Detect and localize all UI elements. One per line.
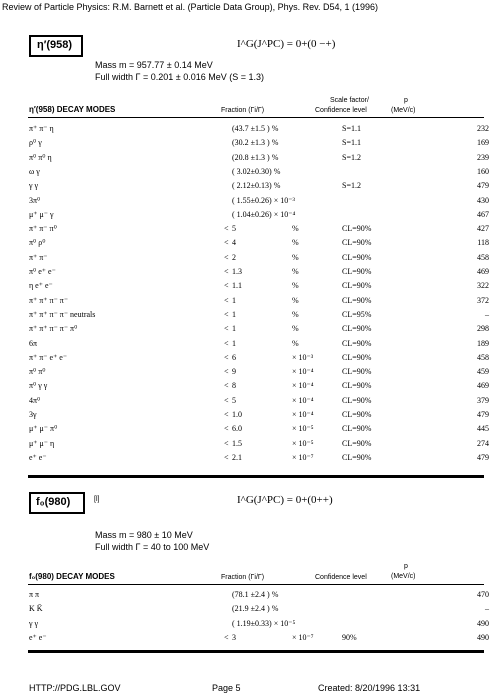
section-divider xyxy=(28,650,484,653)
fraction-unit: % xyxy=(292,309,299,319)
decay-row xyxy=(29,604,489,615)
decay-row xyxy=(29,210,489,221)
decay-mode: π⁺ π⁻ xyxy=(29,252,48,262)
limit-sign: < xyxy=(224,224,229,234)
particle-name: η′(958) xyxy=(37,39,73,51)
decay-mode: e⁺ e⁻ xyxy=(29,452,47,462)
limit-sign: < xyxy=(224,367,229,377)
fraction-unit: × 10⁻⁴ xyxy=(292,395,314,405)
decay-mode: π π xyxy=(29,590,40,599)
fraction-unit: % xyxy=(292,338,299,348)
momentum-header: p xyxy=(404,563,408,570)
decay-mode: 4π⁰ xyxy=(29,395,41,405)
limit-sign: < xyxy=(224,452,229,462)
decay-mode: π⁺ π⁻ π⁰ xyxy=(29,224,57,234)
momentum-value: 459 xyxy=(477,367,489,377)
quantum-numbers: I^G(J^PC) = 0+(0 −+) xyxy=(237,38,336,50)
decay-mode: 3γ xyxy=(29,410,37,419)
confidence-level: CL=90% xyxy=(342,452,372,462)
momentum-value: 322 xyxy=(477,281,489,291)
width-line: Full width Γ = 40 to 100 MeV xyxy=(95,542,210,552)
fraction-header: Fraction (Γi/Γ) xyxy=(221,107,265,114)
confidence-header: Confidence level xyxy=(315,107,367,114)
footer-page: Page 5 xyxy=(212,683,241,693)
confidence-level: CL=90% xyxy=(342,352,372,362)
momentum-value: 467 xyxy=(477,209,489,219)
decay-row xyxy=(29,590,489,601)
decay-row xyxy=(29,267,489,278)
decay-row xyxy=(29,138,489,149)
decay-mode: γ γ xyxy=(29,618,39,628)
decay-row xyxy=(29,633,489,644)
fraction-unit: × 10⁻⁴ xyxy=(292,410,314,419)
momentum-value: 232 xyxy=(477,124,489,133)
fraction-value: (30.2 ±1.3 ) % xyxy=(232,138,279,148)
decay-row xyxy=(29,619,489,630)
decay-row xyxy=(29,224,489,235)
decay-row xyxy=(29,310,489,321)
confidence-level: S=1.1 xyxy=(342,138,361,148)
decay-row xyxy=(29,424,489,435)
decay-mode: μ⁺ μ⁻ γ xyxy=(29,209,54,219)
momentum-value: 490 xyxy=(477,632,489,642)
fraction-value: 1.5 xyxy=(232,438,242,448)
momentum-value: 274 xyxy=(477,438,489,448)
fraction-value: (78.1 ±2.4 ) % xyxy=(232,590,279,599)
decay-mode: 3π⁰ xyxy=(29,195,41,205)
momentum-unit-header: (MeV/c) xyxy=(391,107,416,114)
decay-mode: π⁺ π⁺ π⁻ π⁻ xyxy=(29,295,69,305)
momentum-value: 445 xyxy=(477,424,489,434)
section-divider xyxy=(28,475,484,478)
header-rule xyxy=(28,584,484,585)
fraction-unit: % xyxy=(292,252,299,262)
momentum-value: 372 xyxy=(477,295,489,305)
fraction-unit: % xyxy=(292,295,299,305)
momentum-value: – xyxy=(485,604,489,614)
confidence-level: CL=90% xyxy=(342,224,372,234)
limit-sign: < xyxy=(224,338,229,348)
momentum-value: 239 xyxy=(477,152,489,162)
fraction-value: ( 1.04±0.26) × 10⁻⁴ xyxy=(232,209,296,219)
decay-modes-header: f₀(980) DECAY MODES xyxy=(29,572,115,581)
limit-sign: < xyxy=(224,238,229,248)
limit-sign: < xyxy=(224,281,229,291)
fraction-value: 1 xyxy=(232,324,236,334)
decay-row xyxy=(29,353,489,364)
limit-sign: < xyxy=(224,352,229,362)
confidence-level: CL=90% xyxy=(342,395,372,405)
fraction-value: 1.1 xyxy=(232,281,242,291)
quantum-numbers: I^G(J^PC) = 0+(0++) xyxy=(237,494,333,506)
limit-sign: < xyxy=(224,424,229,434)
fraction-value: 1.0 xyxy=(232,410,242,419)
limit-sign: < xyxy=(224,395,229,405)
fraction-value: 1.3 xyxy=(232,267,242,276)
confidence-level: CL=90% xyxy=(342,338,372,348)
limit-sign: < xyxy=(224,410,229,419)
fraction-value: ( 2.12±0.13) % xyxy=(232,181,281,191)
decay-table-eta-prime xyxy=(29,124,489,474)
fraction-value: ( 3.02±0.30) % xyxy=(232,166,281,176)
fraction-value: 6 xyxy=(232,352,236,362)
momentum-value: 118 xyxy=(477,238,489,248)
fraction-unit: × 10⁻⁵ xyxy=(292,424,314,434)
confidence-level: CL=90% xyxy=(342,281,372,291)
fraction-value: 8 xyxy=(232,381,236,391)
fraction-value: (43.7 ±1.5 ) % xyxy=(232,124,279,133)
limit-sign: < xyxy=(224,309,229,319)
decay-row xyxy=(29,296,489,307)
decay-mode: π⁺ π⁻ η xyxy=(29,124,54,133)
confidence-level: CL=90% xyxy=(342,267,372,276)
fraction-unit: % xyxy=(292,324,299,334)
fraction-value: 5 xyxy=(232,224,236,234)
decay-mode: η e⁺ e⁻ xyxy=(29,281,53,291)
momentum-header: p xyxy=(404,97,408,104)
decay-row xyxy=(29,281,489,292)
decay-row xyxy=(29,196,489,207)
decay-mode: π⁰ π⁰ xyxy=(29,367,46,377)
decay-mode: K K̄ xyxy=(29,604,43,614)
fraction-value: 2.1 xyxy=(232,452,242,462)
confidence-level: CL=90% xyxy=(342,424,372,434)
decay-modes-header: η′(958) DECAY MODES xyxy=(29,105,116,114)
confidence-level: CL=90% xyxy=(342,295,372,305)
decay-table-f0 xyxy=(29,590,489,650)
decay-row xyxy=(29,453,489,464)
fraction-value: (21.9 ±2.4 ) % xyxy=(232,604,279,614)
momentum-value: 479 xyxy=(477,410,489,419)
decay-row xyxy=(29,253,489,264)
particle-title-box xyxy=(29,492,85,514)
confidence-level: CL=90% xyxy=(342,252,372,262)
decay-row xyxy=(29,167,489,178)
confidence-level: CL=90% xyxy=(342,381,372,391)
confidence-level: CL=90% xyxy=(342,367,372,377)
fraction-value: (20.8 ±1.3 ) % xyxy=(232,152,279,162)
fraction-unit: % xyxy=(292,267,299,276)
mass-line: Mass m = 957.77 ± 0.14 MeV xyxy=(95,60,213,70)
decay-mode: e⁺ e⁻ xyxy=(29,632,47,642)
footer-url: HTTP://PDG.LBL.GOV xyxy=(29,683,121,693)
decay-row xyxy=(29,367,489,378)
momentum-value: – xyxy=(485,309,489,319)
width-line: Full width Γ = 0.201 ± 0.016 MeV (S = 1.3) xyxy=(95,72,264,82)
fraction-value: 2 xyxy=(232,252,236,262)
momentum-unit-header: (MeV/c) xyxy=(391,573,416,580)
decay-mode: 6π xyxy=(29,338,38,348)
scale-factor-header: Scale factor/ xyxy=(330,97,369,104)
fraction-value: ( 1.19±0.33) × 10⁻⁵ xyxy=(232,618,296,628)
confidence-level: CL=90% xyxy=(342,238,372,248)
limit-sign: < xyxy=(224,632,229,642)
limit-sign: < xyxy=(224,295,229,305)
fraction-value: 4 xyxy=(232,238,236,248)
confidence-level: CL=90% xyxy=(342,410,372,419)
decay-mode: μ⁺ μ⁻ η xyxy=(29,438,55,448)
fraction-unit: × 10⁻⁴ xyxy=(292,381,314,391)
decay-row xyxy=(29,381,489,392)
fraction-unit: × 10⁻⁴ xyxy=(292,367,314,377)
limit-sign: < xyxy=(224,381,229,391)
fraction-value: 5 xyxy=(232,395,236,405)
decay-mode: π⁰ ρ⁰ xyxy=(29,238,46,248)
momentum-value: 160 xyxy=(477,166,489,176)
momentum-value: 479 xyxy=(477,452,489,462)
footnote-marker: [l] xyxy=(94,496,100,503)
momentum-value: 479 xyxy=(477,181,489,191)
decay-mode: π⁺ π⁺ π⁻ π⁻ neutrals xyxy=(29,309,96,319)
decay-row xyxy=(29,124,489,135)
fraction-unit: × 10⁻⁵ xyxy=(292,438,314,448)
decay-row xyxy=(29,153,489,164)
momentum-value: 458 xyxy=(477,352,489,362)
fraction-unit: × 10⁻⁷ xyxy=(292,452,314,462)
confidence-level: S=1.2 xyxy=(342,152,361,162)
decay-row xyxy=(29,238,489,249)
decay-row xyxy=(29,439,489,450)
decay-mode: π⁰ e⁺ e⁻ xyxy=(29,267,56,276)
momentum-value: 379 xyxy=(477,395,489,405)
confidence-level: CL=90% xyxy=(342,324,372,334)
fraction-value: 1 xyxy=(232,295,236,305)
fraction-value: ( 1.55±0.26) × 10⁻³ xyxy=(232,195,295,205)
decay-mode: μ⁺ μ⁻ π⁰ xyxy=(29,424,58,434)
decay-row xyxy=(29,324,489,335)
limit-sign: < xyxy=(224,324,229,334)
confidence-level: 90% xyxy=(342,632,357,642)
confidence-level: S=1.2 xyxy=(342,181,361,191)
decay-mode: π⁰ π⁰ η xyxy=(29,152,52,162)
momentum-value: 470 xyxy=(477,590,489,599)
decay-row xyxy=(29,410,489,421)
momentum-value: 427 xyxy=(477,224,489,234)
confidence-level: S=1.1 xyxy=(342,124,361,133)
limit-sign: < xyxy=(224,252,229,262)
momentum-value: 189 xyxy=(477,338,489,348)
fraction-unit: % xyxy=(292,224,299,234)
decay-mode: ρ⁰ γ xyxy=(29,138,42,148)
fraction-value: 1 xyxy=(232,309,236,319)
fraction-unit: × 10⁻⁷ xyxy=(292,632,314,642)
particle-name: f₀(980) xyxy=(36,496,71,508)
confidence-header: Confidence level xyxy=(315,574,367,581)
header-rule xyxy=(28,117,484,118)
page-citation: Review of Particle Physics: R.M. Barnett et al. (Particle Data Group), Phys. Rev. D54, 1 (1996) xyxy=(2,2,378,12)
fraction-value: 1 xyxy=(232,338,236,348)
decay-mode: π⁺ π⁺ π⁻ π⁻ π⁰ xyxy=(29,324,78,334)
particle-title-box xyxy=(29,35,83,57)
fraction-value: 3 xyxy=(232,632,236,642)
decay-mode: π⁺ π⁻ e⁺ e⁻ xyxy=(29,352,68,362)
momentum-value: 458 xyxy=(477,252,489,262)
fraction-unit: % xyxy=(292,238,299,248)
limit-sign: < xyxy=(224,267,229,276)
confidence-level: CL=90% xyxy=(342,438,372,448)
momentum-value: 469 xyxy=(477,267,489,276)
decay-mode: π⁰ γ γ xyxy=(29,381,48,391)
fraction-unit: × 10⁻³ xyxy=(292,352,314,362)
decay-row xyxy=(29,181,489,192)
mass-line: Mass m = 980 ± 10 MeV xyxy=(95,530,193,540)
decay-mode: ω γ xyxy=(29,166,40,176)
confidence-level: CL=95% xyxy=(342,309,372,319)
momentum-value: 430 xyxy=(477,195,489,205)
fraction-header: Fraction (Γi/Γ) xyxy=(221,574,265,581)
decay-mode: γ γ xyxy=(29,181,39,191)
momentum-value: 469 xyxy=(477,381,489,391)
fraction-unit: % xyxy=(292,281,299,291)
decay-row xyxy=(29,396,489,407)
momentum-value: 169 xyxy=(477,138,489,148)
momentum-value: 298 xyxy=(477,324,489,334)
fraction-value: 6.0 xyxy=(232,424,242,434)
fraction-value: 9 xyxy=(232,367,236,377)
footer-created: Created: 8/20/1996 13:31 xyxy=(318,683,421,693)
momentum-value: 490 xyxy=(477,618,489,628)
decay-row xyxy=(29,339,489,350)
limit-sign: < xyxy=(224,438,229,448)
